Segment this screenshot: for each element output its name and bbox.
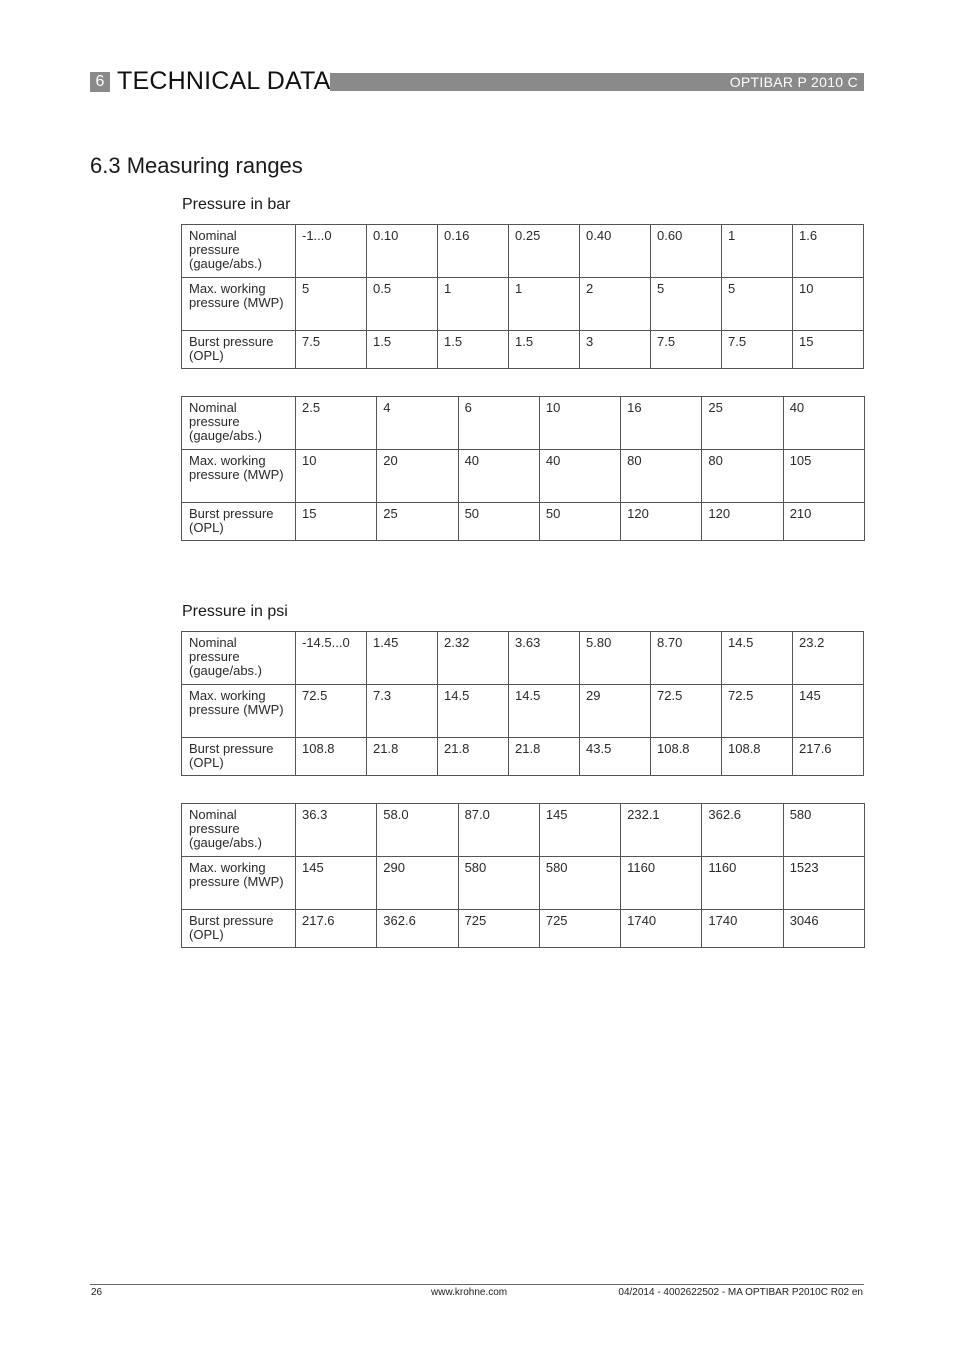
table-cell: 25 bbox=[702, 397, 783, 450]
row-label: Max. working pressure (MWP) bbox=[182, 857, 296, 910]
table-cell: 40 bbox=[458, 450, 539, 503]
table-cell: 120 bbox=[621, 503, 702, 541]
table-cell: 5 bbox=[651, 278, 722, 331]
section-title: 6.3 Measuring ranges bbox=[90, 153, 303, 178]
table-cell: 15 bbox=[296, 503, 377, 541]
table-cell: 217.6 bbox=[793, 738, 864, 776]
table-cell: 120 bbox=[702, 503, 783, 541]
table-row bbox=[182, 225, 864, 278]
table-cell: 1 bbox=[722, 225, 793, 278]
table-cell: 1740 bbox=[702, 910, 783, 948]
table-cell: 3046 bbox=[783, 910, 864, 948]
table-cell: 10 bbox=[793, 278, 864, 331]
table-cell: 10 bbox=[296, 450, 377, 503]
table-cell: 362.6 bbox=[377, 910, 458, 948]
table-cell: 8.70 bbox=[651, 632, 722, 685]
row-label: Burst pressure (OPL) bbox=[182, 738, 296, 776]
table-cell: 217.6 bbox=[296, 910, 377, 948]
page-header bbox=[90, 68, 864, 94]
footer-website: www.krohne.com bbox=[431, 1287, 508, 1298]
table-cell: 1.5 bbox=[438, 331, 509, 369]
table-cell: 72.5 bbox=[722, 685, 793, 738]
table-cell: 2.32 bbox=[438, 632, 509, 685]
row-label: Max. working pressure (MWP) bbox=[182, 685, 296, 738]
table-cell: 1.6 bbox=[793, 225, 864, 278]
table-cell: 145 bbox=[296, 857, 377, 910]
table-cell: 72.5 bbox=[651, 685, 722, 738]
product-name: OPTIBAR P 2010 C bbox=[729, 74, 858, 90]
table-cell: 1160 bbox=[621, 857, 702, 910]
table-cell: 7.3 bbox=[367, 685, 438, 738]
table-cell: -1...0 bbox=[296, 225, 367, 278]
table-cell: 36.3 bbox=[296, 804, 377, 857]
table-cell: 21.8 bbox=[367, 738, 438, 776]
table-row bbox=[182, 503, 865, 541]
table-cell: 72.5 bbox=[296, 685, 367, 738]
row-label: Max. working pressure (MWP) bbox=[182, 278, 296, 331]
table-cell: -14.5...0 bbox=[296, 632, 367, 685]
table-cell: 0.16 bbox=[438, 225, 509, 278]
table-cell: 3.63 bbox=[509, 632, 580, 685]
table-bar-2 bbox=[181, 396, 865, 541]
table-cell: 1 bbox=[509, 278, 580, 331]
table-cell: 145 bbox=[793, 685, 864, 738]
table-row bbox=[182, 632, 864, 685]
table-cell: 50 bbox=[539, 503, 620, 541]
table-cell: 2 bbox=[580, 278, 651, 331]
table-cell: 210 bbox=[783, 503, 864, 541]
table-cell: 7.5 bbox=[722, 331, 793, 369]
subtitle-bar: Pressure in bar bbox=[182, 196, 291, 213]
table-cell: 23.2 bbox=[793, 632, 864, 685]
table-cell: 725 bbox=[458, 910, 539, 948]
table-cell: 80 bbox=[621, 450, 702, 503]
row-label: Nominal pressure (gauge/abs.) bbox=[182, 632, 296, 685]
table-cell: 16 bbox=[621, 397, 702, 450]
table-cell: 25 bbox=[377, 503, 458, 541]
table-row bbox=[182, 685, 864, 738]
table-cell: 21.8 bbox=[509, 738, 580, 776]
table-cell: 290 bbox=[377, 857, 458, 910]
table-cell: 1523 bbox=[783, 857, 864, 910]
table-cell: 3 bbox=[580, 331, 651, 369]
table-cell: 725 bbox=[539, 910, 620, 948]
footer-divider bbox=[90, 1284, 864, 1285]
row-label: Burst pressure (OPL) bbox=[182, 503, 296, 541]
page-number: 26 bbox=[91, 1287, 103, 1298]
table-cell: 108.8 bbox=[296, 738, 367, 776]
table-cell: 1.5 bbox=[509, 331, 580, 369]
table-cell: 14.5 bbox=[509, 685, 580, 738]
table-cell: 362.6 bbox=[702, 804, 783, 857]
table-row bbox=[182, 738, 864, 776]
table-cell: 232.1 bbox=[621, 804, 702, 857]
table-cell: 14.5 bbox=[438, 685, 509, 738]
table-cell: 145 bbox=[539, 804, 620, 857]
table-cell: 0.60 bbox=[651, 225, 722, 278]
table-cell: 14.5 bbox=[722, 632, 793, 685]
table-cell: 7.5 bbox=[651, 331, 722, 369]
table-cell: 40 bbox=[783, 397, 864, 450]
table-cell: 40 bbox=[539, 450, 620, 503]
table-cell: 7.5 bbox=[296, 331, 367, 369]
table-cell: 580 bbox=[783, 804, 864, 857]
row-label: Nominal pressure (gauge/abs.) bbox=[182, 804, 296, 857]
table-cell: 43.5 bbox=[580, 738, 651, 776]
table-cell: 29 bbox=[580, 685, 651, 738]
table-cell: 50 bbox=[458, 503, 539, 541]
table-row bbox=[182, 278, 864, 331]
table-cell: 0.40 bbox=[580, 225, 651, 278]
table-cell: 1 bbox=[438, 278, 509, 331]
table-cell: 108.8 bbox=[722, 738, 793, 776]
table-cell: 580 bbox=[458, 857, 539, 910]
table-cell: 15 bbox=[793, 331, 864, 369]
header-bar bbox=[330, 73, 864, 91]
table-cell: 580 bbox=[539, 857, 620, 910]
footer-doc-ref: 04/2014 - 4002622502 - MA OPTIBAR P2010C R02 en bbox=[618, 1287, 863, 1298]
table-row bbox=[182, 397, 865, 450]
table-psi-1 bbox=[181, 631, 864, 776]
table-cell: 5.80 bbox=[580, 632, 651, 685]
table-cell: 1160 bbox=[702, 857, 783, 910]
row-label: Nominal pressure (gauge/abs.) bbox=[182, 225, 296, 278]
table-cell: 6 bbox=[458, 397, 539, 450]
subtitle-psi: Pressure in psi bbox=[182, 603, 288, 620]
table-cell: 87.0 bbox=[458, 804, 539, 857]
table-cell: 1.45 bbox=[367, 632, 438, 685]
table-cell: 20 bbox=[377, 450, 458, 503]
table-cell: 10 bbox=[539, 397, 620, 450]
chapter-title: TECHNICAL DATA bbox=[117, 67, 331, 95]
table-row bbox=[182, 450, 865, 503]
table-psi-2 bbox=[181, 803, 865, 948]
table-cell: 108.8 bbox=[651, 738, 722, 776]
table-row bbox=[182, 857, 865, 910]
table-bar-1 bbox=[181, 224, 864, 369]
row-label: Max. working pressure (MWP) bbox=[182, 450, 296, 503]
table-cell: 21.8 bbox=[438, 738, 509, 776]
row-label: Burst pressure (OPL) bbox=[182, 910, 296, 948]
table-cell: 0.10 bbox=[367, 225, 438, 278]
table-cell: 5 bbox=[722, 278, 793, 331]
table-cell: 0.25 bbox=[509, 225, 580, 278]
table-cell: 5 bbox=[296, 278, 367, 331]
table-row bbox=[182, 910, 865, 948]
table-cell: 1740 bbox=[621, 910, 702, 948]
table-cell: 80 bbox=[702, 450, 783, 503]
table-cell: 2.5 bbox=[296, 397, 377, 450]
row-label: Burst pressure (OPL) bbox=[182, 331, 296, 369]
table-cell: 1.5 bbox=[367, 331, 438, 369]
table-cell: 105 bbox=[783, 450, 864, 503]
table-cell: 0.5 bbox=[367, 278, 438, 331]
table-cell: 4 bbox=[377, 397, 458, 450]
table-row bbox=[182, 331, 864, 369]
chapter-number: 6 bbox=[90, 72, 110, 92]
table-cell: 58.0 bbox=[377, 804, 458, 857]
table-row bbox=[182, 804, 865, 857]
row-label: Nominal pressure (gauge/abs.) bbox=[182, 397, 296, 450]
